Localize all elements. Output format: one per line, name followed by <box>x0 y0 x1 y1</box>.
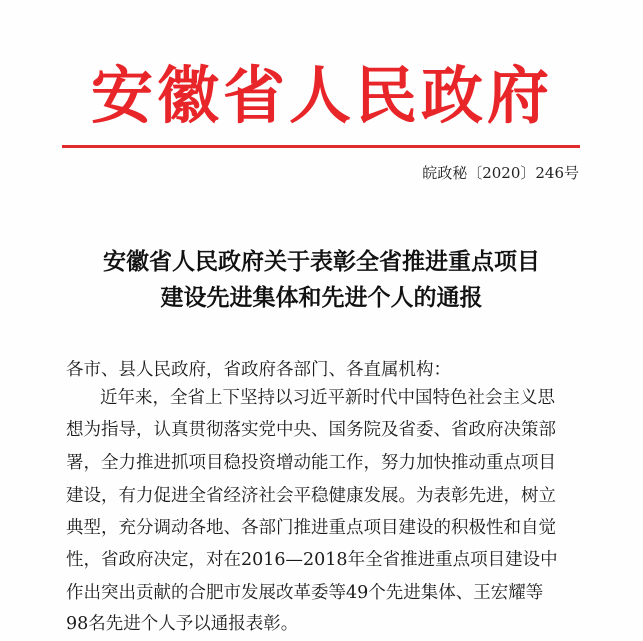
body-line: 署，全力推进抓项目稳投资增动能工作，努力加快推动重点项目 <box>66 453 556 473</box>
red-separator-line <box>62 145 580 148</box>
document-number: 皖政秘〔2020〕246号 <box>422 164 579 182</box>
title-line: 安徽省人民政府关于表彰全省推进重点项目 <box>103 249 540 275</box>
body-line: 作出突出贡献的合肥市发展改革委等49个先进集体、王宏耀等 <box>66 583 544 603</box>
body-line: 典型，充分调动各地、各部门推进重点项目建设的积极性和自觉 <box>66 518 556 538</box>
body-line: 98名先进个人予以通报表彰。 <box>66 614 299 634</box>
body-line: 近年来，全省上下坚持以习近平新时代中国特色社会主义思 <box>100 388 555 408</box>
body-line: 想为指导，认真贯彻落实党中央、国务院及省委、省政府决策部 <box>66 420 556 440</box>
issuer-masthead: 安徽省人民政府 <box>90 59 553 132</box>
salutation: 各市、县人民政府，省政府各部门、各直属机构： <box>66 360 451 380</box>
body-line: 性，省政府决定，对在2016—2018年全省推进重点项目建设中 <box>66 550 558 570</box>
body-line: 建设，有力促进全省经济社会平稳健康发展。为表彰先进，树立 <box>66 486 556 506</box>
title-line: 建设先进集体和先进个人的通报 <box>160 285 483 311</box>
